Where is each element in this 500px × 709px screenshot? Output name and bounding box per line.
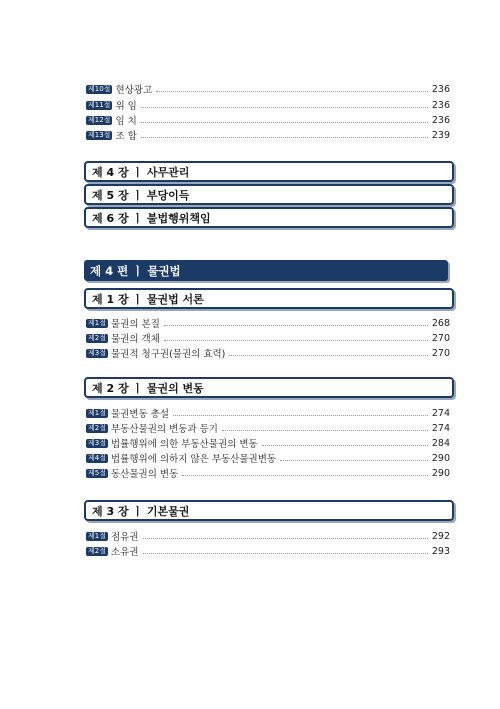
page-number: 236 <box>431 83 450 95</box>
page-number: 268 <box>431 317 450 329</box>
chapter-title: 제 2 장 ㅣ 물권의 변동 <box>92 381 204 395</box>
page-number: 274 <box>431 422 450 434</box>
entry-title: 소유권 <box>110 547 139 558</box>
section-badge: 제1절 <box>88 408 106 417</box>
section-badge: 제11절 <box>88 100 111 109</box>
toc-entry[interactable] <box>86 544 450 558</box>
entry-title: 동산물권의 변동 <box>110 469 179 480</box>
entry-title: 물권의 본질 <box>110 319 160 330</box>
section-badge: 제3절 <box>88 438 106 447</box>
section-badge: 제10절 <box>88 84 111 93</box>
dot-leader <box>164 339 428 341</box>
chapter-title: 제 3 장 ㅣ 기본물권 <box>92 504 190 518</box>
dot-leader <box>141 136 428 138</box>
part-heading[interactable] <box>84 260 448 281</box>
chapter-title: 제 6 장 ㅣ 불법행위책임 <box>92 211 211 225</box>
section-badge: 제5절 <box>88 468 106 477</box>
page-number: 239 <box>431 129 450 141</box>
page-number: 236 <box>431 99 450 111</box>
chapter-heading[interactable] <box>84 288 454 309</box>
page-number: 270 <box>431 347 450 359</box>
chapter-heading[interactable] <box>84 377 454 398</box>
section-badge: 제13절 <box>88 130 111 139</box>
dot-leader <box>141 121 428 123</box>
toc-entry[interactable] <box>86 346 450 360</box>
page-number: 270 <box>431 332 450 344</box>
page-number: 284 <box>431 437 450 449</box>
toc-entry[interactable] <box>86 113 450 127</box>
section-badge: 제2절 <box>88 333 106 342</box>
dot-leader <box>141 106 428 108</box>
chapter-heading[interactable] <box>84 207 454 228</box>
dot-leader <box>280 459 428 461</box>
entry-title: 물권적 청구권(물권의 효력) <box>110 349 226 360</box>
page-number: 274 <box>431 407 450 419</box>
entry-title: 법률행위에 의한 부동산물권의 변동 <box>110 439 258 450</box>
chapter-title: 제 4 장 ㅣ 사무관리 <box>92 165 190 179</box>
toc-entry[interactable] <box>86 316 450 330</box>
chapter-heading[interactable] <box>84 500 454 521</box>
chapter-heading[interactable] <box>84 184 454 205</box>
dot-leader <box>229 354 427 356</box>
section-badge: 제2절 <box>88 546 106 555</box>
section-badge: 제12절 <box>88 115 111 124</box>
dot-leader <box>262 444 428 446</box>
toc-entry[interactable] <box>86 82 450 96</box>
toc-entry[interactable] <box>86 98 450 112</box>
dot-leader <box>164 324 428 326</box>
section-badge: 제2절 <box>88 423 106 432</box>
dot-leader <box>143 552 428 554</box>
toc-entry[interactable] <box>86 128 450 142</box>
entry-title: 점유권 <box>110 532 139 543</box>
entry-title: 물권의 객체 <box>110 334 160 345</box>
toc-entry[interactable] <box>86 466 450 480</box>
toc-entry[interactable] <box>86 529 450 543</box>
dot-leader <box>143 537 428 539</box>
entry-title: 법률행위에 의하지 않은 부동산물권변동 <box>110 454 277 465</box>
dot-leader <box>173 414 428 416</box>
page-number: 290 <box>431 467 450 479</box>
part-title: 제 4 편 ㅣ 물권법 <box>90 263 181 278</box>
toc-entry[interactable] <box>86 421 450 435</box>
chapter-title: 제 5 장 ㅣ 부당이득 <box>92 188 190 202</box>
entry-title: 조 합 <box>115 131 137 142</box>
entry-title: 임 치 <box>115 116 137 127</box>
section-badge: 제3절 <box>88 348 106 357</box>
entry-title: 현상광고 <box>115 85 153 96</box>
section-badge: 제4절 <box>88 453 106 462</box>
dot-leader <box>182 474 428 476</box>
dot-leader <box>156 90 428 92</box>
entry-title: 물권변동 총설 <box>110 409 170 420</box>
page-number: 236 <box>431 114 450 126</box>
page-number: 293 <box>431 545 450 557</box>
entry-title: 부동산물권의 변동과 등기 <box>110 424 218 435</box>
toc-entry[interactable] <box>86 451 450 465</box>
toc-entry[interactable] <box>86 436 450 450</box>
page-number: 290 <box>431 452 450 464</box>
dot-leader <box>222 429 428 431</box>
toc-entry[interactable] <box>86 406 450 420</box>
entry-title: 위 임 <box>115 101 137 112</box>
chapter-title: 제 1 장 ㅣ 물권법 서론 <box>92 292 204 306</box>
toc-entry[interactable] <box>86 331 450 345</box>
section-badge: 제1절 <box>88 531 106 540</box>
page-number: 292 <box>431 530 450 542</box>
section-badge: 제1절 <box>88 318 106 327</box>
chapter-heading[interactable] <box>84 161 454 182</box>
